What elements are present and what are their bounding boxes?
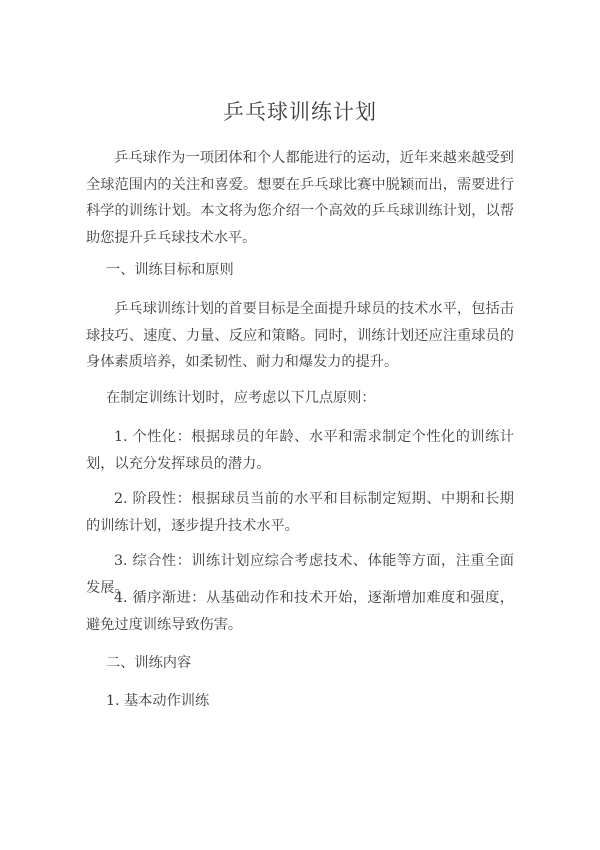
document-title: 乒乓球训练计划 <box>223 100 377 124</box>
principle-item-3: 3. 综合性：训练计划应综合考虑技术、体能等方面，注重全面发展。 <box>86 553 514 596</box>
principle-item-2: 2. 阶段性：根据球员当前的水平和目标制定短期、中期和长期的训练计划，逐步提升技术水平。 <box>86 491 514 534</box>
subsection-basic-training: 1. 基本动作训练 <box>106 693 210 709</box>
principles-intro: 在制定训练计划时，应考虑以下几点原则： <box>106 390 376 406</box>
intro-paragraph: 乒乓球作为一项团体和个人都能进行的运动，近年来越来越受到全球范围内的关注和喜爱。想要在乒乓球比赛中脱颖而出，需要进行科学的训练计划。本文将为您介绍一个高效的乒乓球训练计划，以帮助您提升乒乓球技术水平。 <box>86 150 514 246</box>
principle-item-1: 1. 个性化：根据球员的年龄、水平和需求制定个性化的训练计划，以充分发挥球员的潜力。 <box>86 429 514 472</box>
goals-paragraph: 乒乓球训练计划的首要目标是全面提升球员的技术水平，包括击球技巧、速度、力量、反应和策略。同时，训练计划还应注重球员的身体素质培养，如柔韧性、耐力和爆发力的提升。 <box>86 301 514 370</box>
principle-item-4: 4. 循序渐进：从基础动作和技术开始，逐渐增加难度和强度，避免过度训练导致伤害。 <box>86 590 514 633</box>
section-heading-goals: 一、训练目标和原则 <box>106 262 234 278</box>
section-heading-content: 二、训练内容 <box>106 655 192 671</box>
